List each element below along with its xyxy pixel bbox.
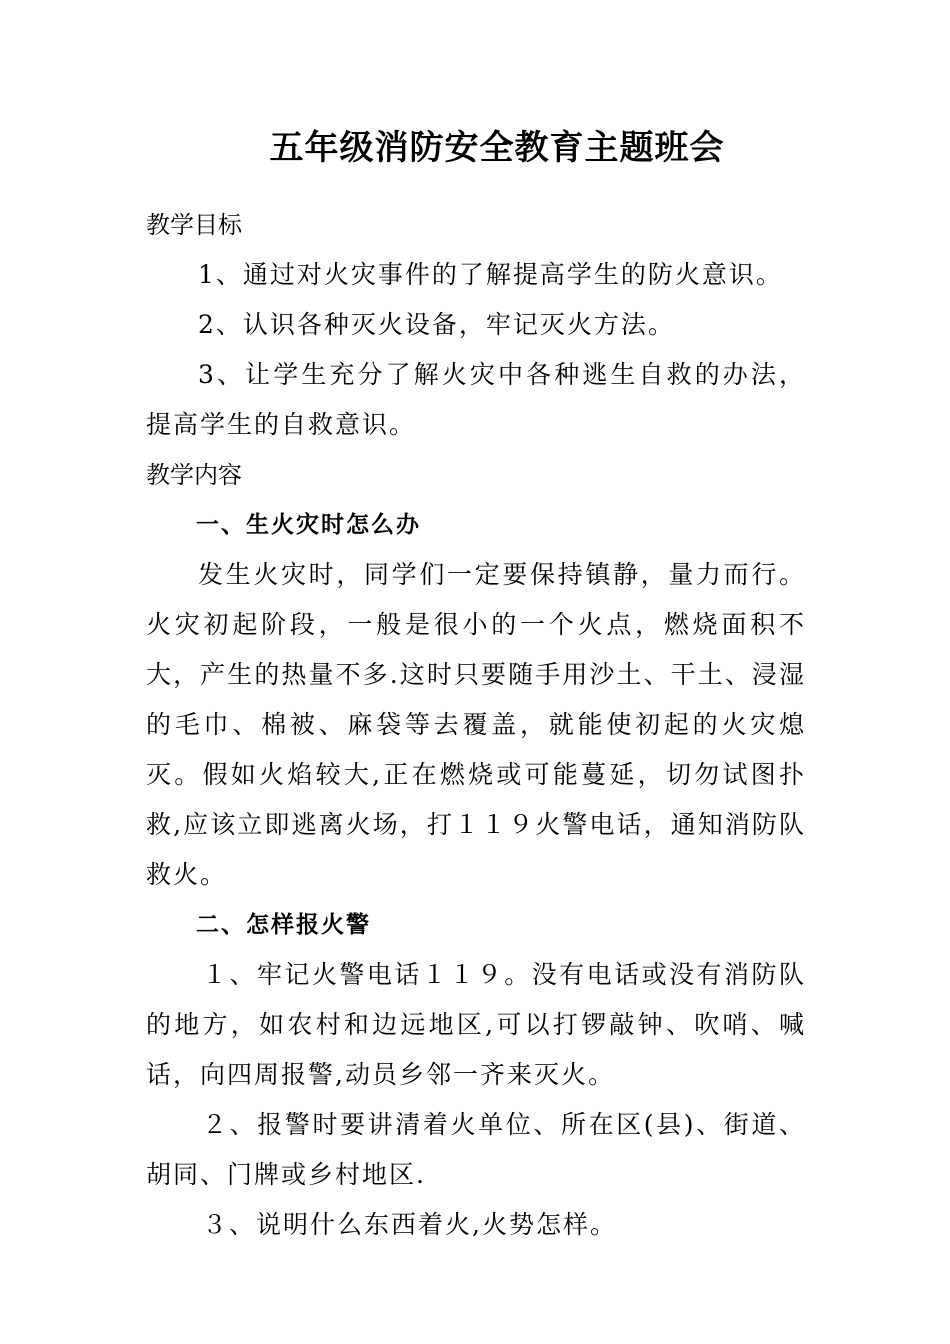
document-title: 五年级消防安全教育主题班会: [269, 128, 725, 168]
section-heading-content: 教学内容: [146, 461, 242, 489]
paragraph-fire-response: 发生火灾时，同学们一定要保持镇静，量力而行。火灾初起阶段，一般是很小的一个火点，燃烧面积不大，产生的热量不多.这时只要随手用沙土、干土、浸湿的毛巾、棉被、麻袋等去覆盖，就能使初起的火灾熄灭。假如火焰较大,正在燃烧或可能蔓延，切勿试图扑救,应该立即逃离火场，打１１９火警电话，通知消防队救火。: [146, 560, 806, 889]
paragraph-report-step: １、牢记火警电话１１９。没有电话或没有消防队的地方，如农村和边远地区,可以打锣敲钟、吹哨、喊话，向四周报警,动员乡邻一齐来灭火。: [146, 960, 806, 1089]
objective-item: 2、认识各种灭火设备，牢记灭火方法。: [198, 310, 675, 339]
objective-item: 3、让学生充分了解火灾中各种逃生自救的办法，提高学生的自救意识。: [146, 360, 806, 439]
objective-item: 1、通过对火灾事件的了解提高学生的防火意识。: [198, 260, 783, 289]
paragraph-report-step: ３、说明什么东西着火,火势怎样。: [202, 1210, 617, 1239]
section-heading-objectives: 教学目标: [146, 211, 242, 239]
document-body: [146, 200, 806, 1250]
paragraph-report-step: ２、报警时要讲清着火单位、所在区(县)、街道、胡同、门牌或乡村地区.: [146, 1110, 806, 1189]
subheading-report-alarm: 二、怎样报火警: [196, 912, 371, 938]
subheading-fire-response: 一、生火灾时怎么办: [196, 512, 421, 538]
